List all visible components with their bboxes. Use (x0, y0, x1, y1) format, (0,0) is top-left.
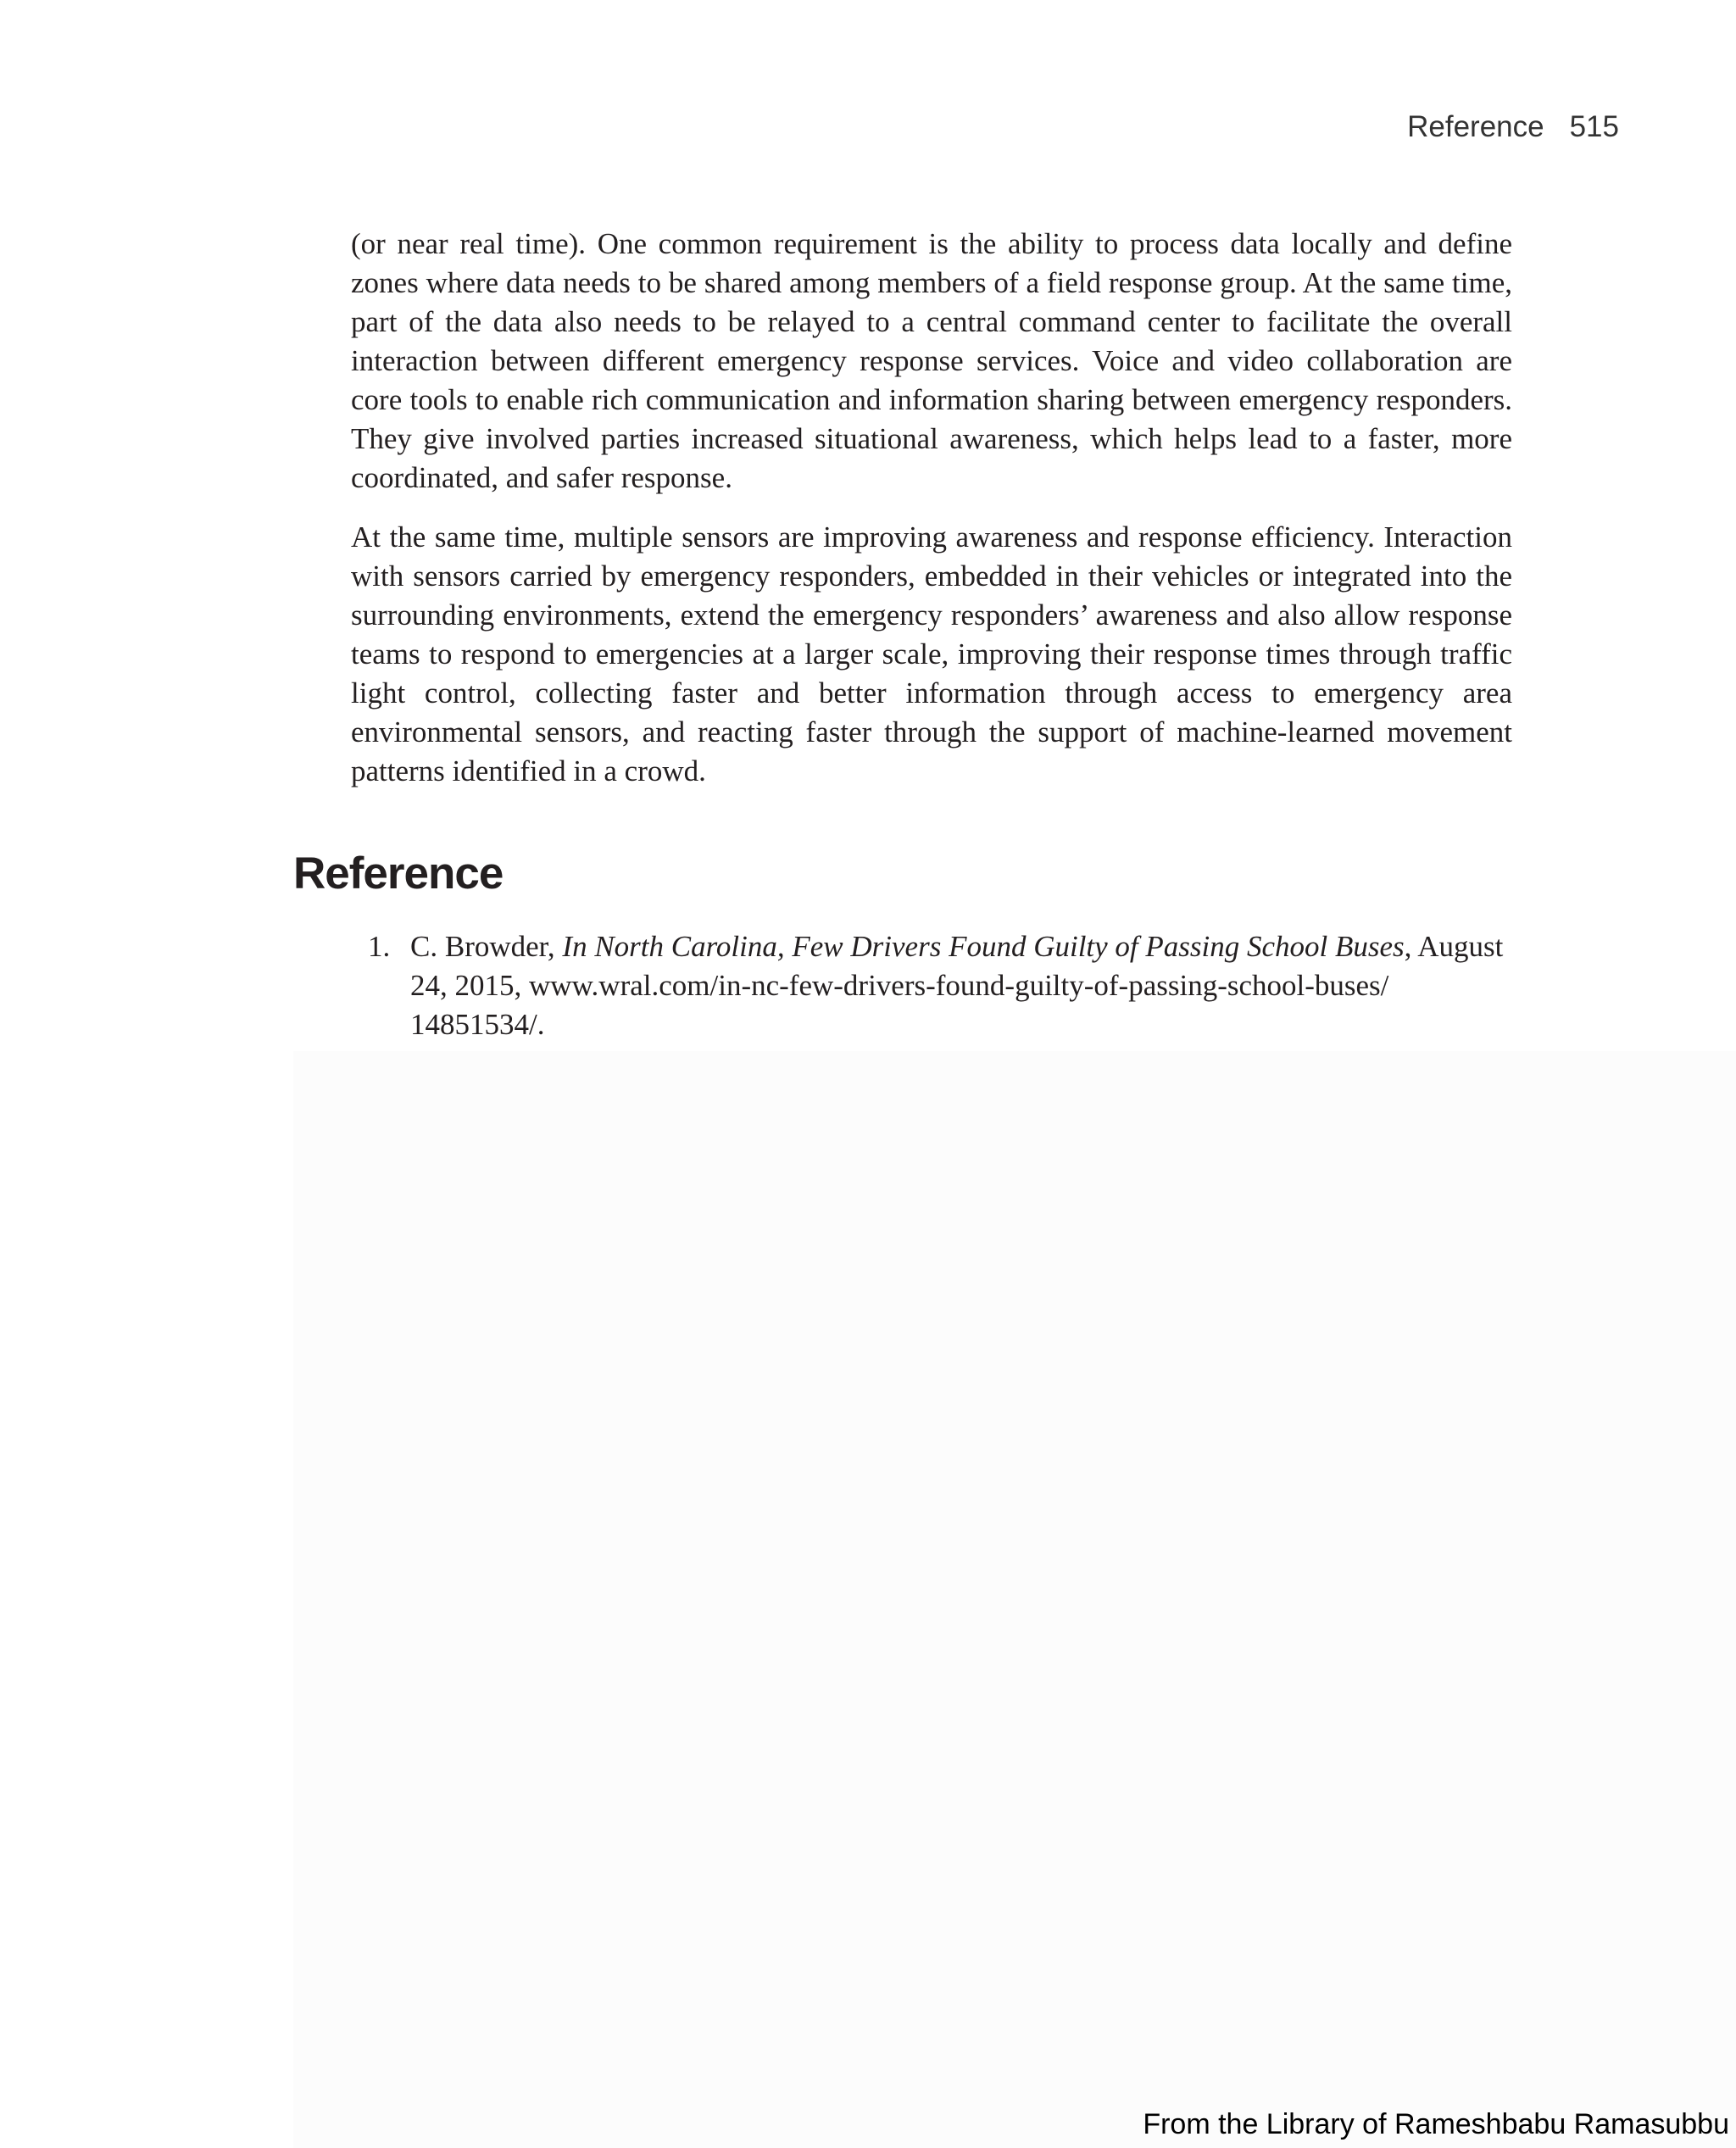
paragraph: At the same time, multiple sensors are improving awareness and response efficiency. Interaction with sensors carried by emergency responders, embedded in their vehicles or integrated into the surrounding environments, extend the emergency responders’ awareness and also allow response teams to respond to emergencies at a larger scale, improving their response times through traffic light control, collecting faster and better information through access to emergency area environmental sensors, and reacting faster through the support of machine-learned movement patterns identified in a crowd. (351, 520, 1512, 787)
page-number: 515 (1569, 110, 1619, 143)
reference-title: In North Carolina, Few Drivers Found Guilty of Passing School Buses (562, 930, 1405, 963)
reference-number: 1. (368, 930, 391, 963)
reference-details: , August 24, 2015, www.wral.com/in-nc-few-drivers-found-guilty-of-passing-school-buses/ 14851534/. (410, 930, 1504, 1041)
running-head (1407, 110, 1619, 144)
reference-author: C. Browder, (410, 930, 563, 963)
paragraph: (or near real time). One common requirement is the ability to process data locally and define zones where data needs to be shared among members of a field response group. At the same time, part of the data also needs to be relayed to a central command center to facilitate the overall interaction between different emergency response services. Voice and video collaboration are core tools to enable rich communication and information sharing between emergency responders. They give involved parties increased situational awareness, which helps lead to a faster, more coordinated, and safer response. (351, 227, 1512, 494)
library-watermark: From the Library of Rameshbabu Ramasubbu (1143, 2108, 1729, 2140)
body-text (351, 225, 1512, 811)
reference-item (351, 927, 1521, 1044)
reference-list (351, 927, 1521, 1044)
running-head-section: Reference (1407, 110, 1544, 143)
section-heading: Reference (293, 849, 504, 899)
page-background-shade (293, 1051, 1736, 2148)
